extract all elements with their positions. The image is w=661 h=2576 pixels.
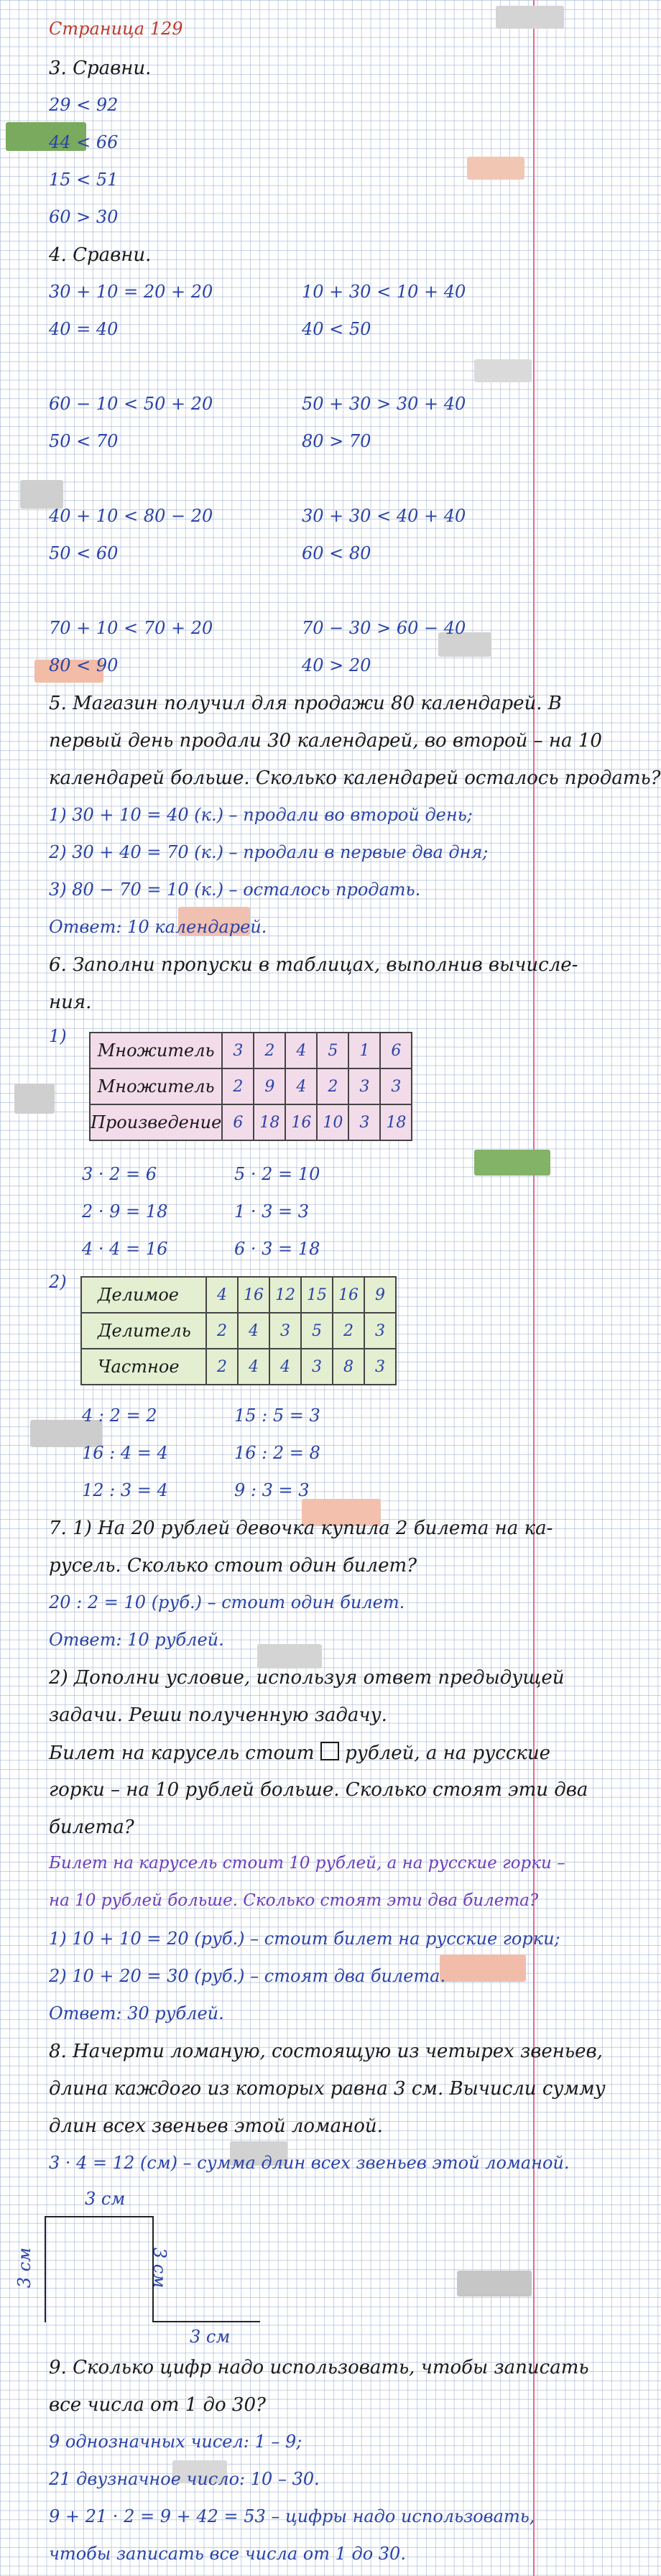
table-cell: 2 <box>206 1313 238 1349</box>
task4-expression: 60 − 10 < 50 + 20 <box>49 394 213 414</box>
table-cell: 3 <box>364 1349 396 1385</box>
task9-solution: чтобы записать все числа от 1 до 30. <box>49 2544 406 2564</box>
task4-result: 50 < 70 <box>49 431 119 451</box>
table-header-cell: Множитель <box>90 1068 222 1104</box>
table2-calculation: 4 : 2 = 2 <box>82 1405 157 1426</box>
table-cell: 9 <box>364 1277 396 1313</box>
task9-solution: 21 двузначное число: 10 – 30. <box>49 2469 320 2489</box>
table-cell: 2 <box>317 1068 348 1104</box>
table-cell: 3 <box>222 1033 254 1068</box>
task4-expression: 10 + 30 < 10 + 40 <box>302 282 466 302</box>
division-table <box>80 1276 397 1385</box>
table-cell: 4 <box>285 1068 317 1104</box>
task4-result: 40 < 50 <box>302 319 371 339</box>
table-cell: 2 <box>206 1349 238 1385</box>
table-row <box>81 1313 396 1349</box>
table-cell: 3 <box>348 1068 380 1104</box>
task7-filled-condition: Билет на карусель стоит 10 рублей, а на русские горки – <box>49 1854 565 1873</box>
task7-condition: билета? <box>49 1816 134 1838</box>
table1-calculation: 1 · 3 = 3 <box>234 1201 310 1222</box>
table-cell: 6 <box>222 1104 254 1140</box>
watermark <box>457 2271 532 2296</box>
watermark <box>474 359 532 382</box>
table-header-cell: Частное <box>81 1349 206 1385</box>
task5-text: 5. Магазин получил для продажи 80 календарей. В <box>49 693 562 714</box>
task8-text: длина каждого из которых равна 3 см. Вычисли сумму <box>49 2078 606 2100</box>
task4-result: 80 < 90 <box>49 655 119 675</box>
task4-expression: 70 − 30 > 60 − 40 <box>302 618 466 638</box>
watermark <box>440 1954 526 1982</box>
watermark <box>496 6 564 29</box>
task7-text: русель. Сколько стоит один билет? <box>49 1555 417 1576</box>
table2-calculation: 16 : 2 = 8 <box>234 1443 320 1463</box>
table-cell: 6 <box>380 1033 412 1068</box>
task8-solution: 3 · 4 = 12 (см) – сумма длин всех звеньев этой ломаной. <box>49 2153 570 2173</box>
table-cell: 3 <box>348 1104 380 1140</box>
table1-calculation: 3 · 2 = 6 <box>82 1164 157 1184</box>
task4-result: 40 > 20 <box>302 655 371 675</box>
task7-text: задачи. Реши полученную задачу. <box>49 1704 387 1726</box>
table-cell: 12 <box>269 1277 301 1313</box>
task7-answer: Ответ: 10 рублей. <box>49 1630 224 1650</box>
task7-solution: 2) 10 + 20 = 30 (руб.) – стоят два билета. <box>49 1966 446 1986</box>
task3-line: 44 < 66 <box>49 132 119 152</box>
task4-result: 50 < 60 <box>49 543 119 563</box>
task6-text: 6. Заполни пропуски в таблицах, выполнив вычисле- <box>49 954 578 976</box>
table-cell: 2 <box>254 1033 285 1068</box>
table-cell: 8 <box>333 1349 364 1385</box>
task4-result: 80 > 70 <box>302 431 371 451</box>
table1-calculation: 6 · 3 = 18 <box>234 1239 320 1259</box>
task9-solution: 9 однозначных чисел: 1 – 9; <box>49 2432 302 2452</box>
task3-heading: 3. Сравни. <box>49 57 152 79</box>
page-title: Страница 129 <box>49 19 183 39</box>
watermark <box>14 1084 55 1114</box>
task5-text: первый день продали 30 календарей, во второй – на 10 <box>49 730 602 752</box>
table-cell: 16 <box>285 1104 317 1140</box>
task4-expression: 50 + 30 > 30 + 40 <box>302 394 466 414</box>
watermark <box>474 1150 550 1176</box>
table-cell: 4 <box>238 1349 269 1385</box>
task3-line: 60 > 30 <box>49 207 119 227</box>
polyline-segment <box>45 2216 154 2217</box>
task3-line: 15 < 51 <box>49 170 119 190</box>
task9-text: все числа от 1 до 30? <box>49 2394 266 2416</box>
task7-condition: горки – на 10 рублей больше. Сколько стоят эти два <box>49 1779 588 1801</box>
blank-box <box>320 1742 339 1760</box>
condition-end: рублей, а на русские <box>345 1742 551 1764</box>
task7-solution: 1) 10 + 10 = 20 (руб.) – стоит билет на русские горки; <box>49 1929 560 1949</box>
table-cell: 16 <box>238 1277 269 1313</box>
table2-calculation: 9 : 3 = 3 <box>234 1480 310 1500</box>
task7-solution: 20 : 2 = 10 (руб.) – стоит один билет. <box>49 1592 405 1612</box>
table-cell: 10 <box>317 1104 348 1140</box>
condition-start: Билет на карусель стоит <box>49 1742 315 1764</box>
table-cell: 18 <box>254 1104 285 1140</box>
task7-filled-condition: на 10 рублей больше. Сколько стоят эти два билета? <box>49 1891 539 1910</box>
table2-calculation: 15 : 5 = 3 <box>234 1405 320 1426</box>
table2-calculation: 16 : 4 = 4 <box>82 1443 168 1463</box>
task6-text: ния. <box>49 992 92 1013</box>
task4-result: 40 = 40 <box>49 319 119 339</box>
task5-answer: Ответ: 10 календарей. <box>49 917 267 937</box>
task9-text: 9. Сколько цифр надо использовать, чтобы записать <box>49 2357 589 2378</box>
table-row <box>81 1349 396 1385</box>
table-cell: 18 <box>380 1104 412 1140</box>
task4-expression: 30 + 10 = 20 + 20 <box>49 282 213 302</box>
task4-expression: 30 + 30 < 40 + 40 <box>302 506 466 526</box>
task7-text: 7. 1) На 20 рублей девочка купила 2 билета на ка- <box>49 1518 553 1539</box>
task4-heading: 4. Сравни. <box>49 244 152 266</box>
table-cell: 2 <box>222 1068 254 1104</box>
segment-label-bottom: 3 см <box>190 2327 231 2347</box>
watermark <box>467 157 524 180</box>
table-cell: 4 <box>238 1313 269 1349</box>
task3-line: 29 < 92 <box>49 95 119 115</box>
table-cell: 5 <box>301 1313 333 1349</box>
task8-text: длин всех звеньев этой ломаной. <box>49 2115 383 2137</box>
table-cell: 3 <box>301 1349 333 1385</box>
table1-calculation: 4 · 4 = 16 <box>82 1239 168 1259</box>
table1-calculation: 5 · 2 = 10 <box>234 1164 320 1184</box>
table-cell: 4 <box>269 1349 301 1385</box>
table-row <box>90 1068 412 1104</box>
table-header-cell: Делитель <box>81 1313 206 1349</box>
table-cell: 3 <box>364 1313 396 1349</box>
task4-expression: 70 + 10 < 70 + 20 <box>49 618 213 638</box>
task7-text: 2) Дополни условие, используя ответ предыдущей <box>49 1667 565 1689</box>
table-header-cell: Множитель <box>90 1033 222 1068</box>
table-row <box>81 1277 396 1313</box>
watermark <box>257 1644 322 1668</box>
table2-calculation: 12 : 3 = 4 <box>82 1480 168 1500</box>
task8-text: 8. Начерти ломаную, состоящую из четырех звеньев, <box>49 2041 603 2062</box>
table-cell: 4 <box>285 1033 317 1068</box>
table-header-cell: Произведение <box>90 1104 222 1140</box>
table-header-cell: Делимое <box>81 1277 206 1313</box>
task4-expression: 40 + 10 < 80 − 20 <box>49 506 213 526</box>
table-row <box>90 1104 412 1140</box>
task5-solution: 1) 30 + 10 = 40 (к.) – продали во второй день; <box>49 805 473 825</box>
task7-answer: Ответ: 30 рублей. <box>49 2003 224 2023</box>
table-cell: 2 <box>333 1313 364 1349</box>
table-cell: 3 <box>269 1313 301 1349</box>
notebook-margin-line <box>533 0 535 2576</box>
task5-text: календарей больше. Сколько календарей осталось продать? <box>49 767 661 789</box>
table-cell: 4 <box>206 1277 238 1313</box>
table-cell: 3 <box>380 1068 412 1104</box>
watermark <box>20 480 63 509</box>
task7-condition <box>49 1742 550 1764</box>
table-row <box>90 1033 412 1068</box>
task5-solution: 3) 80 − 70 = 10 (к.) – осталось продать. <box>49 880 421 900</box>
table-cell: 5 <box>317 1033 348 1068</box>
segment-label-top: 3 см <box>85 2189 126 2209</box>
table-cell: 15 <box>301 1277 333 1313</box>
task4-result: 60 < 80 <box>302 543 371 563</box>
table1-label: 1) <box>49 1026 67 1046</box>
task9-solution: 9 + 21 · 2 = 9 + 42 = 53 – цифры надо использовать, <box>49 2506 535 2526</box>
table1-calculation: 2 · 9 = 18 <box>82 1201 168 1222</box>
task5-solution: 2) 30 + 40 = 70 (к.) – продали в первые два дня; <box>49 842 489 862</box>
table-cell: 9 <box>254 1068 285 1104</box>
segment-label-middle: 3 см <box>149 2247 170 2289</box>
multiplication-table <box>89 1032 412 1141</box>
table-cell: 1 <box>348 1033 380 1068</box>
table2-label: 2) <box>49 1272 67 1292</box>
segment-label-left: 3 см <box>14 2247 35 2289</box>
polyline-segment <box>45 2216 46 2322</box>
table-cell: 16 <box>333 1277 364 1313</box>
polyline-segment <box>152 2321 260 2322</box>
